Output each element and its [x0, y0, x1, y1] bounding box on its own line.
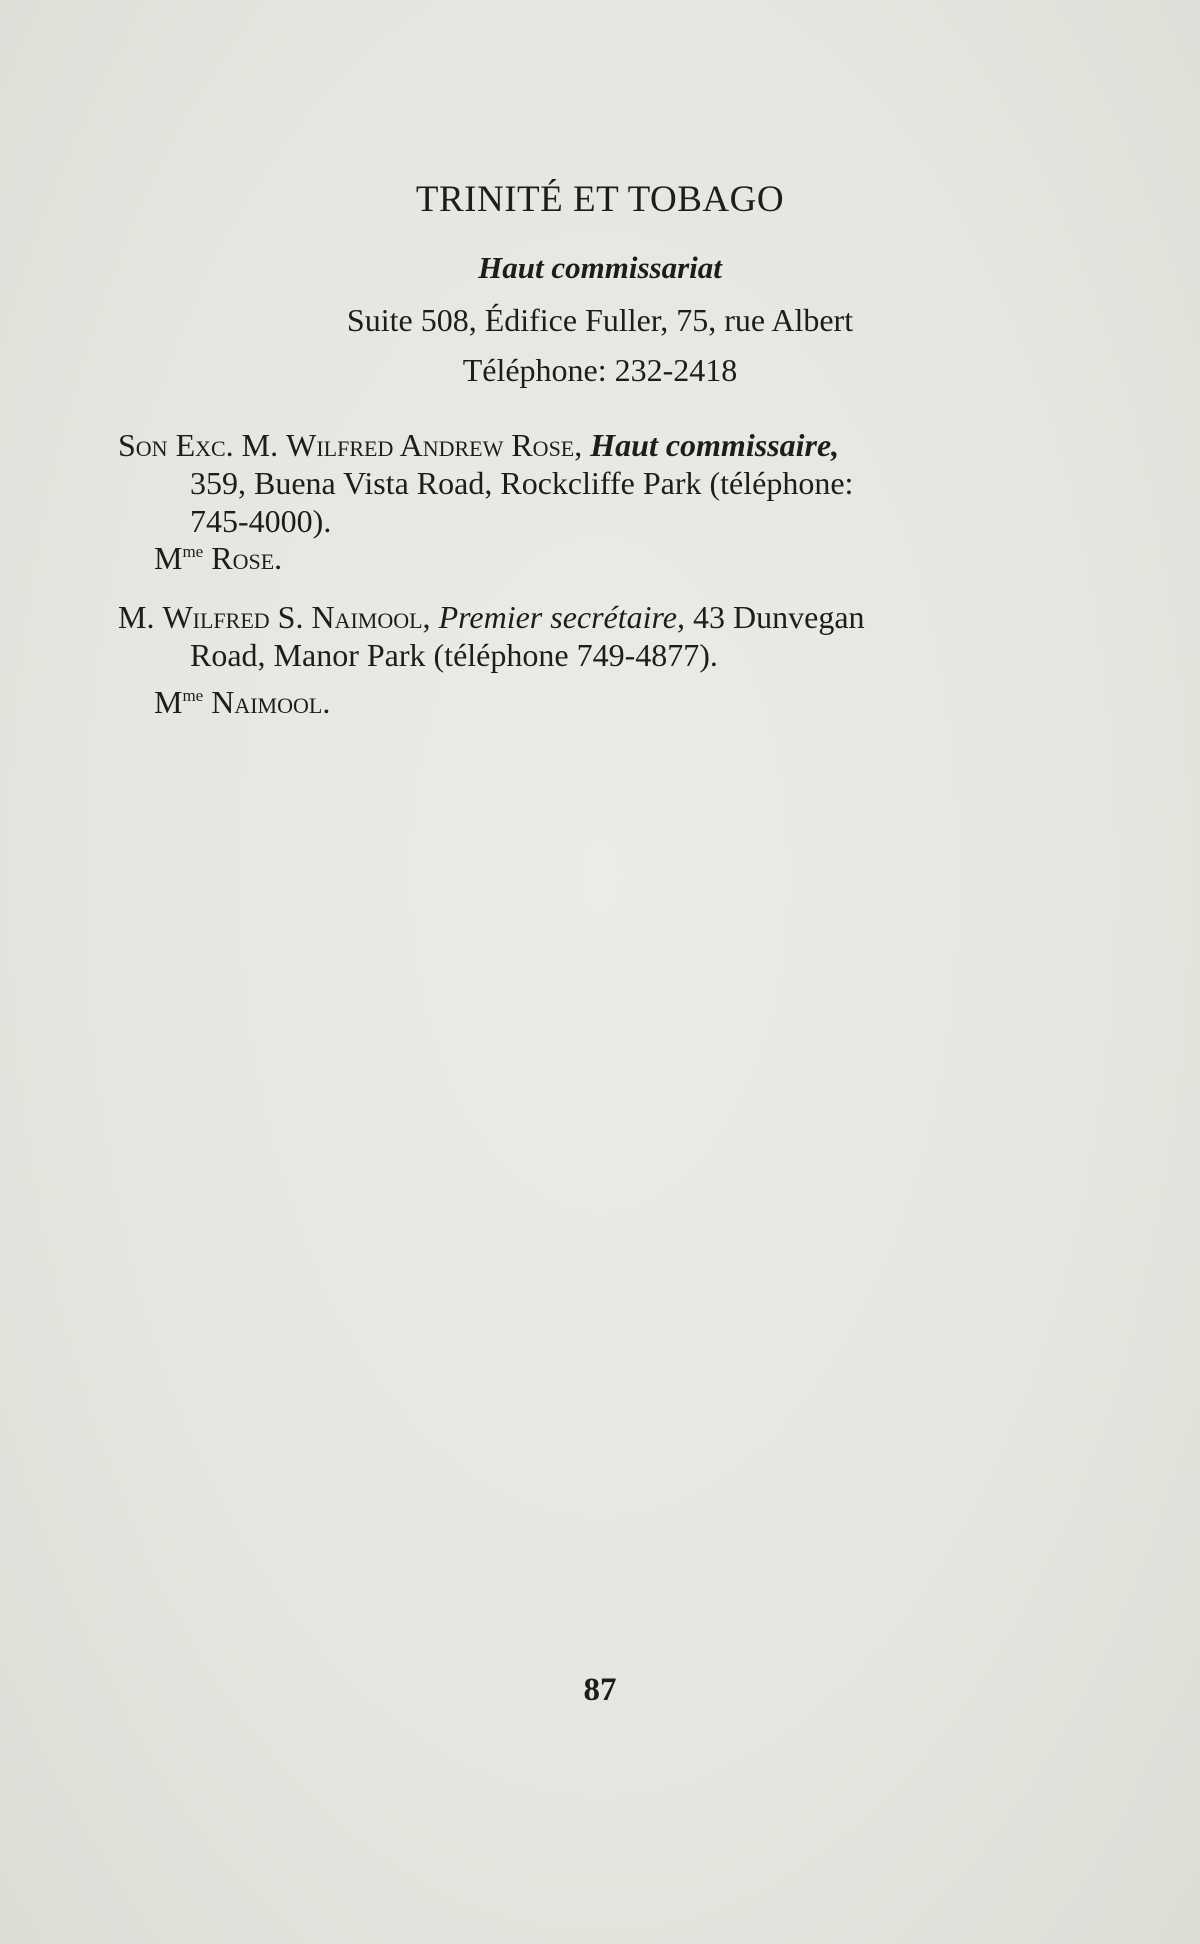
entry-line-1: [118, 426, 853, 464]
office-heading: Haut commissariat: [478, 250, 722, 285]
page-number: 87: [583, 1672, 617, 1708]
entry-address-start: 43 Dunvegan: [693, 599, 865, 635]
entry-name: Wilfred S. Naimool,: [162, 599, 431, 635]
entry-line-2: Road, Manor Park (téléphone 749-4877).: [190, 637, 718, 673]
entry-line-2: 359, Buena Vista Road, Rockcliffe Park (téléphone:: [190, 465, 854, 501]
entry-name: Wilfred Andrew Rose,: [286, 427, 583, 463]
spouse-title-sup: me: [182, 686, 204, 705]
entry-title: Premier secrétaire,: [438, 599, 685, 635]
entry-high-commissioner: [118, 426, 853, 540]
office-phone: Téléphone: 232-2418: [462, 352, 738, 388]
country-heading: TRINITÉ ET TOBAGO: [415, 179, 785, 220]
office-address: Suite 508, Édifice Fuller, 75, rue Albert: [346, 302, 854, 338]
entry-first-secretary: [118, 598, 865, 674]
spouse-title: M: [154, 684, 183, 720]
entry-line-3: 745-4000).: [190, 503, 332, 539]
entry-line-1: [118, 598, 865, 636]
entry-prefix: M.: [118, 599, 155, 635]
spouse-name: Naimool.: [211, 684, 331, 720]
entry-title: Haut commissaire,: [590, 427, 840, 463]
spouse-title-sup: me: [182, 542, 204, 561]
spouse-name: Rose.: [211, 540, 283, 576]
entry-prefix: Son Exc. M.: [118, 427, 279, 463]
spouse-title: M: [154, 540, 183, 576]
spouse-entry: [154, 684, 330, 721]
spouse-entry: [154, 540, 282, 577]
